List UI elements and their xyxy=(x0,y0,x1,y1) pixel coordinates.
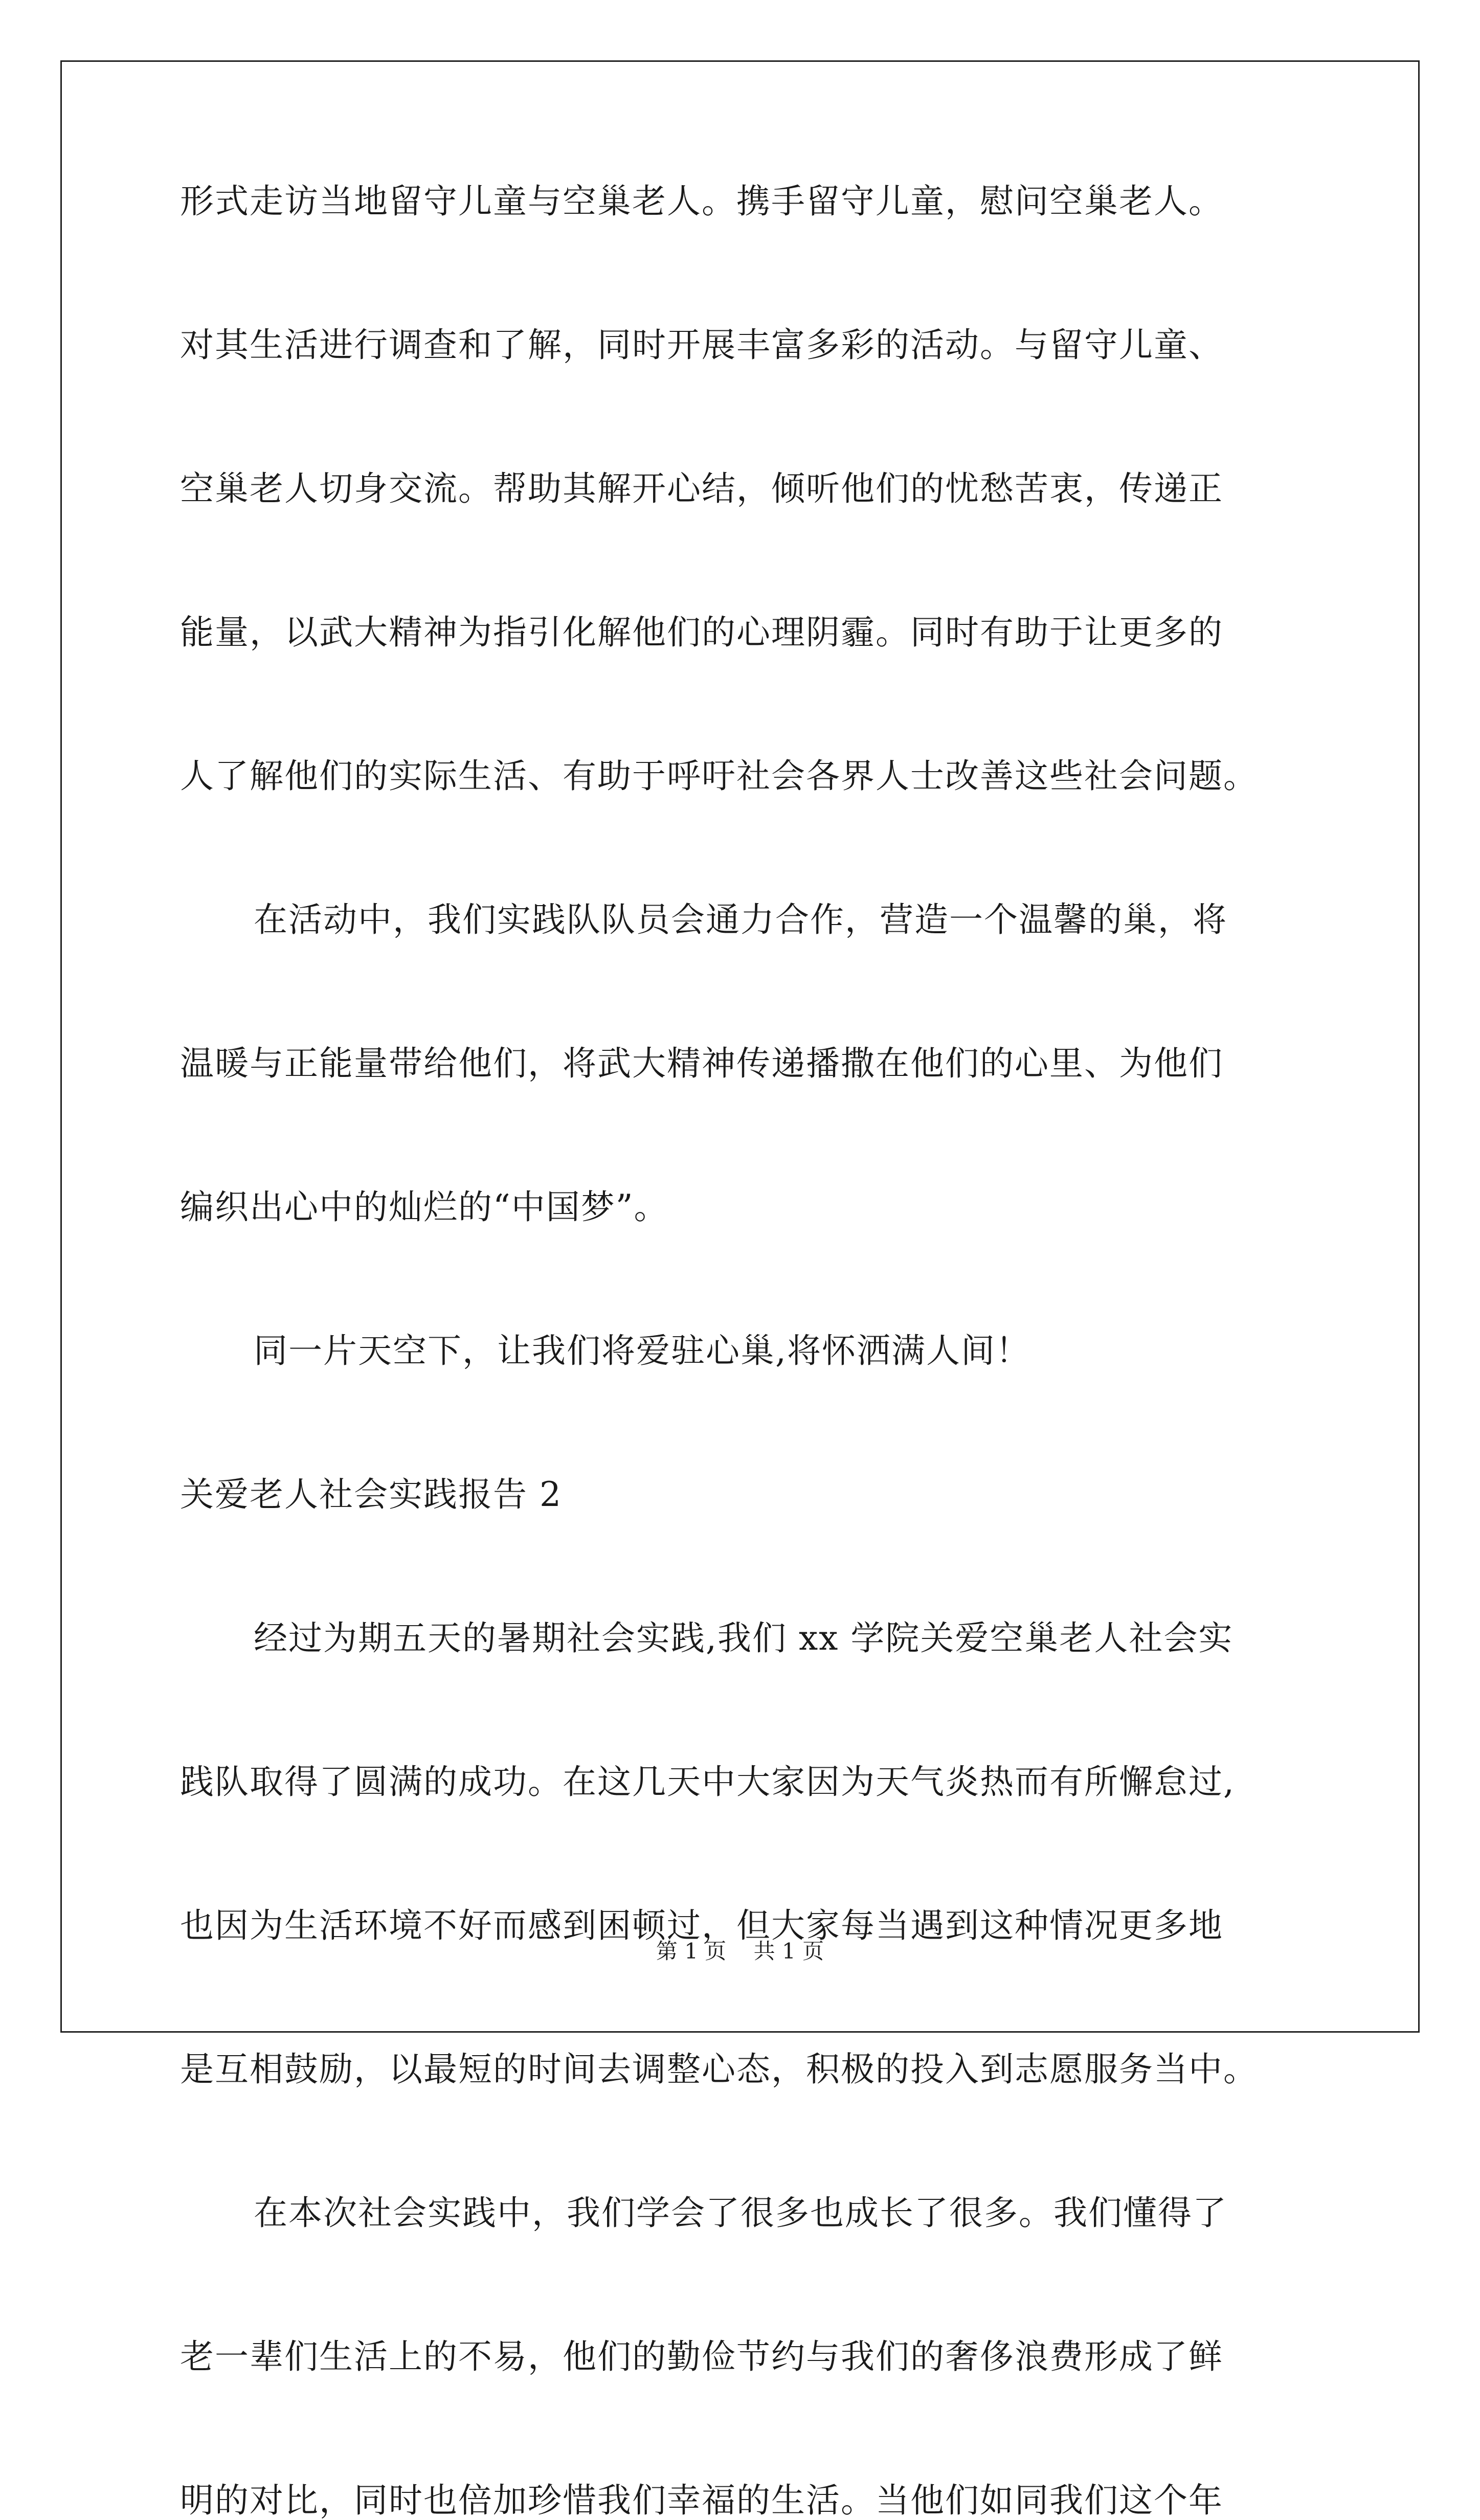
paragraph-start-line: 在活动中，我们实践队队员会通力合作，营造一个温馨的巢，将 xyxy=(254,900,1227,939)
text-line: 老一辈们生活上的不易，他们的勤俭节约与我们的奢侈浪费形成了鲜 xyxy=(180,2337,1223,2376)
text-line: 空巢老人切身交流。帮助其解开心结，倾听他们的忧愁苦衷，传递正 xyxy=(180,469,1223,508)
text-line: 能量，以武大精神为指引化解他们的心理阴霾。同时有助于让更多的 xyxy=(180,613,1223,652)
text-line: 编织出心中的灿烂的“中国梦”。 xyxy=(180,1187,669,1227)
text-line: 对其生活进行调查和了解，同时开展丰富多彩的活动。与留守儿童、 xyxy=(180,325,1223,365)
page-number: 第 1 页 xyxy=(656,1939,727,1964)
paragraph-start-line: 在本次社会实践中，我们学会了很多也成长了很多。我们懂得了 xyxy=(254,2193,1227,2233)
document-body xyxy=(180,183,1305,2519)
paragraph-start-line: 同一片天空下，让我们将爱驻心巢,将怀洒满人间！ xyxy=(254,1331,1030,1370)
page-footer xyxy=(0,1939,1480,1964)
text-line: 温暖与正能量带给他们，将武大精神传递播撒在他们的心里、为他们 xyxy=(180,1044,1223,1083)
text-line: 是互相鼓励，以最短的时间去调整心态，积极的投入到志愿服务当中。 xyxy=(180,2050,1258,2089)
text-line: 人了解他们的实际生活、有助于呼吁社会各界人士改善这些社会问题。 xyxy=(180,756,1258,796)
text-line: 也因为生活环境不好而感到困顿过，但大家每当遇到这种情况更多地 xyxy=(180,1906,1223,1945)
text-line: 形式走访当地留守儿童与空巢老人。携手留守儿童，慰问空巢老人。 xyxy=(180,182,1223,221)
text-line: 明的对比，同时也倍加珍惜我们幸福的生活。当他们如同我们这个年 xyxy=(180,2481,1223,2520)
text-line: 践队取得了圆满的成功。在这几天中大家因为天气炎热而有所懈怠过, xyxy=(180,1762,1235,1802)
page-total: 共 1 页 xyxy=(753,1939,824,1964)
paragraph-start-line: 经过为期五天的暑期社会实践,我们 xx 学院关爱空巢老人社会实 xyxy=(254,1618,1234,1658)
section-heading: 关爱老人社会实践报告 2 xyxy=(180,1475,562,1514)
